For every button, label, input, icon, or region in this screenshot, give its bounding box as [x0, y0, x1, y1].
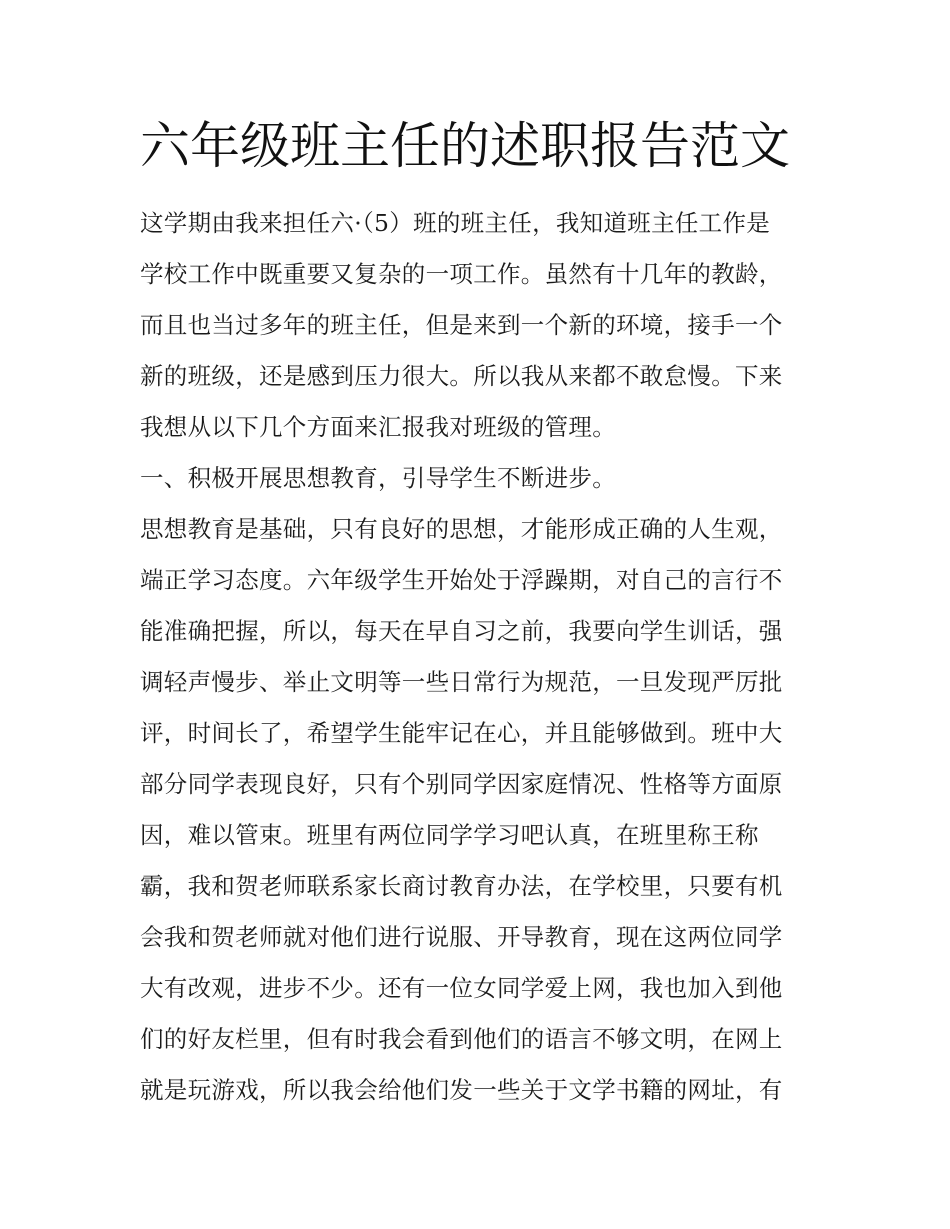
body-line: 能准确把握，所以，每天在早自习之前，我要向学生训话，强: [140, 617, 783, 645]
body-line: 们的好友栏里，但有时我会看到他们的语言不够文明，在网上: [140, 1025, 783, 1053]
body-line: 大有改观，进步不少。还有一位女同学爱上网，我也加入到他: [140, 974, 783, 1002]
body-line: 霸，我和贺老师联系家长商讨教育办法，在学校里，只要有机: [140, 872, 783, 900]
document-title: 六年级班主任的述职报告范文: [140, 117, 790, 175]
section-heading: 一、积极开展思想教育，引导学生不断进步。: [140, 464, 616, 492]
body-line: 端正学习态度。六年级学生开始处于浮躁期，对自己的言行不: [140, 566, 783, 594]
body-line: 而且也当过多年的班主任，但是来到一个新的环境，接手一个: [140, 311, 783, 339]
body-line: 学校工作中既重要又复杂的一项工作。虽然有十几年的教龄，: [140, 260, 783, 288]
body-line: 思想教育是基础，只有良好的思想，才能形成正确的人生观，: [140, 515, 783, 543]
body-line: 就是玩游戏，所以我会给他们发一些关于文学书籍的网址，有: [140, 1076, 783, 1104]
body-line: 这学期由我来担任六·（5）班的班主任，我知道班主任工作是: [140, 209, 771, 237]
body-line: 部分同学表现良好，只有个别同学因家庭情况、性格等方面原: [140, 770, 783, 798]
body-line: 评，时间长了，希望学生能牢记在心，并且能够做到。班中大: [140, 719, 783, 747]
body-line: 我想从以下几个方面来汇报我对班级的管理。: [140, 413, 616, 441]
body-line: 调轻声慢步、举止文明等一些日常行为规范，一旦发现严厉批: [140, 668, 783, 696]
body-line: 新的班级，还是感到压力很大。所以我从来都不敢怠慢。下来: [140, 362, 783, 390]
document-body: [140, 198, 820, 1116]
body-line: 会我和贺老师就对他们进行说服、开导教育，现在这两位同学: [140, 923, 783, 951]
body-line: 因，难以管束。班里有两位同学学习吧认真，在班里称王称: [140, 821, 759, 849]
